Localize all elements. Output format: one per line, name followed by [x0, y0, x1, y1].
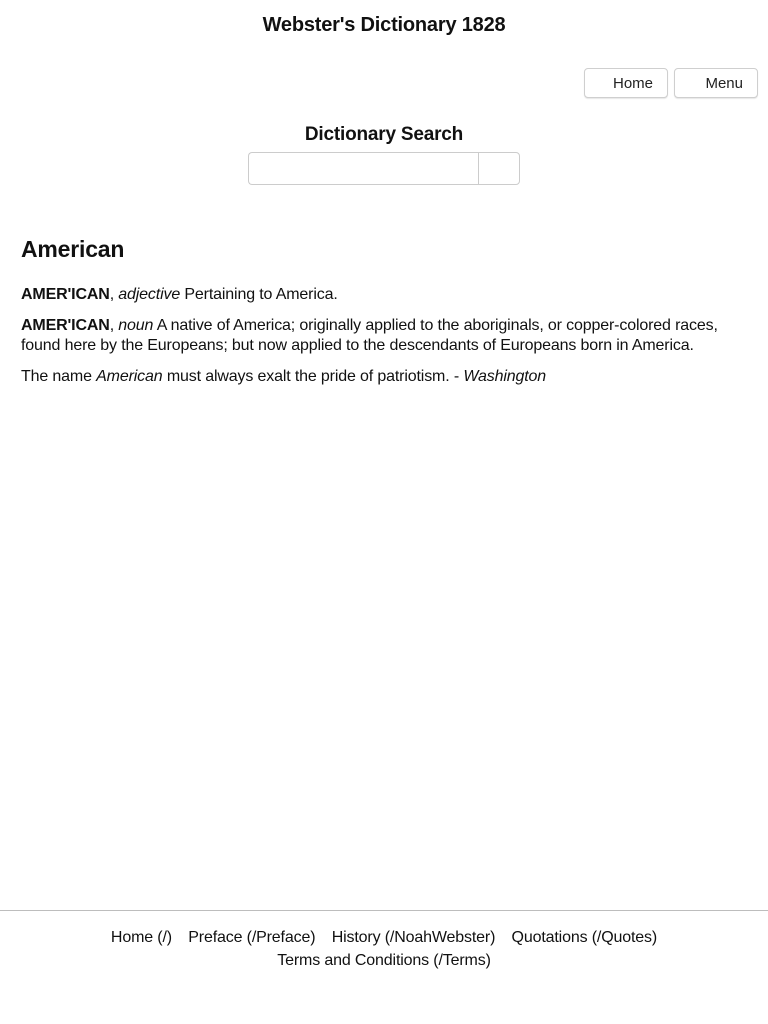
separator: ,	[109, 286, 119, 303]
part-of-speech: adjective	[118, 286, 181, 303]
definition-noun	[21, 316, 747, 356]
footer	[0, 910, 768, 972]
search-input[interactable]	[248, 152, 478, 185]
example-quote	[21, 367, 747, 387]
top-nav	[584, 68, 758, 98]
search-heading: Dictionary Search	[304, 124, 464, 145]
part-of-speech: noun	[118, 317, 154, 334]
home-button[interactable]: Home	[584, 68, 668, 98]
search-button[interactable]	[478, 152, 520, 185]
definition-text: A native of America; originally applied to the aboriginals, or copper-colored races, found here by the Europeans; but now applied to the descendants of Europeans born in America.	[21, 317, 718, 354]
footer-link-terms[interactable]: Terms and Conditions (/Terms)	[277, 952, 491, 969]
separator: ,	[109, 317, 119, 334]
footer-link-quotations[interactable]: Quotations (/Quotes)	[511, 929, 658, 946]
footer-link-history[interactable]: History (/NoahWebster)	[331, 929, 496, 946]
site-title: Webster's Dictionary 1828	[262, 14, 506, 36]
footer-link-preface[interactable]: Preface (/Preface)	[188, 929, 316, 946]
headword: AMER'ICAN	[21, 317, 110, 334]
footer-links	[0, 911, 768, 972]
quote-attribution: Washington	[463, 368, 547, 385]
definition-adjective	[21, 285, 747, 305]
quote-after: must always exalt the pride of patriotism. -	[162, 368, 464, 385]
headword: AMER'ICAN	[21, 286, 110, 303]
footer-link-home[interactable]: Home (/)	[110, 929, 172, 946]
search-group	[248, 152, 520, 185]
entry-title: American	[21, 236, 125, 262]
quote-emphasis: American	[96, 368, 163, 385]
quote-before: The name	[21, 368, 97, 385]
menu-button[interactable]: Menu	[674, 68, 758, 98]
definition-text: Pertaining to America.	[180, 286, 338, 303]
entry-content	[21, 236, 747, 398]
